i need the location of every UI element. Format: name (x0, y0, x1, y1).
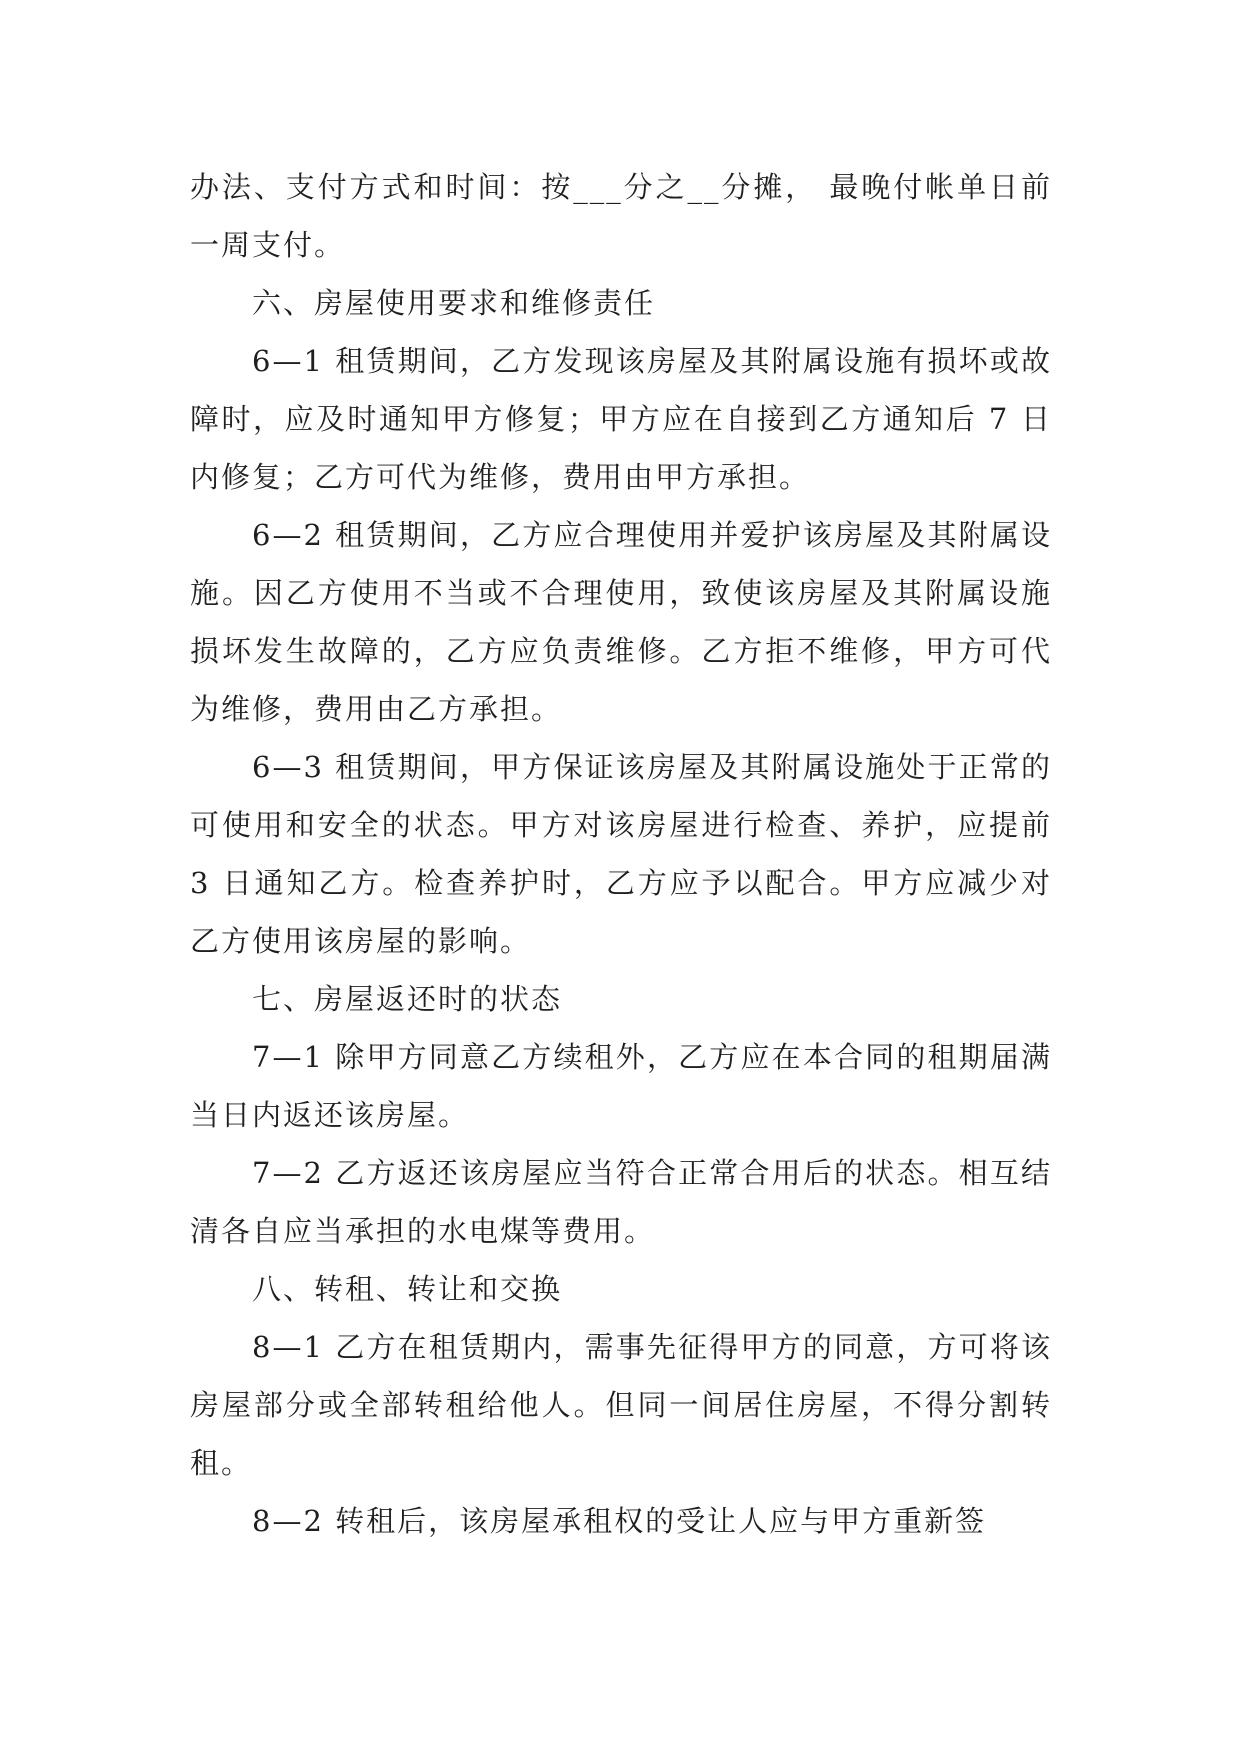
clause-8-2: 8—2 转租后，该房屋承租权的受让人应与甲方重新签 (252, 1504, 987, 1538)
section-heading-7: 七、房屋返还时的状态 (252, 982, 563, 1016)
paragraph-payment-method: 办法、支付方式和时间：按___分之__分摊， 最晚付帐单日前一周支付。 (190, 170, 1052, 262)
section-heading-6: 六、房屋使用要求和维修责任 (252, 286, 656, 320)
clause-8-1: 8—1 乙方在租赁期内，需事先征得甲方的同意，方可将该房屋部分或全部转租给他人。但同一间居住房屋，不得分割转租。 (190, 1330, 1052, 1480)
section-heading-8: 八、转租、转让和交换 (252, 1272, 563, 1306)
clause-6-1: 6—1 租赁期间，乙方发现该房屋及其附属设施有损坏或故障时，应及时通知甲方修复；甲方应在自接到乙方通知后 7 日内修复；乙方可代为维修，费用由甲方承担。 (190, 344, 1052, 494)
clause-6-2: 6—2 租赁期间，乙方应合理使用并爱护该房屋及其附属设施。因乙方使用不当或不合理使用，致使该房屋及其附属设施损坏发生故障的，乙方应负责维修。乙方拒不维修，甲方可代为维修，费用由乙方承担。 (190, 518, 1052, 726)
contract-body (190, 158, 1052, 1550)
clause-7-2: 7—2 乙方返还该房屋应当符合正常合用后的状态。相互结清各自应当承担的水电煤等费用。 (190, 1156, 1052, 1248)
clause-7-1: 7—1 除甲方同意乙方续租外，乙方应在本合同的租期届满当日内返还该房屋。 (190, 1040, 1052, 1132)
clause-6-3: 6—3 租赁期间，甲方保证该房屋及其附属设施处于正常的可使用和安全的状态。甲方对该房屋进行检查、养护，应提前 3 日通知乙方。检查养护时，乙方应予以配合。甲方应减少对乙方使用该房屋的影响。 (190, 750, 1052, 958)
